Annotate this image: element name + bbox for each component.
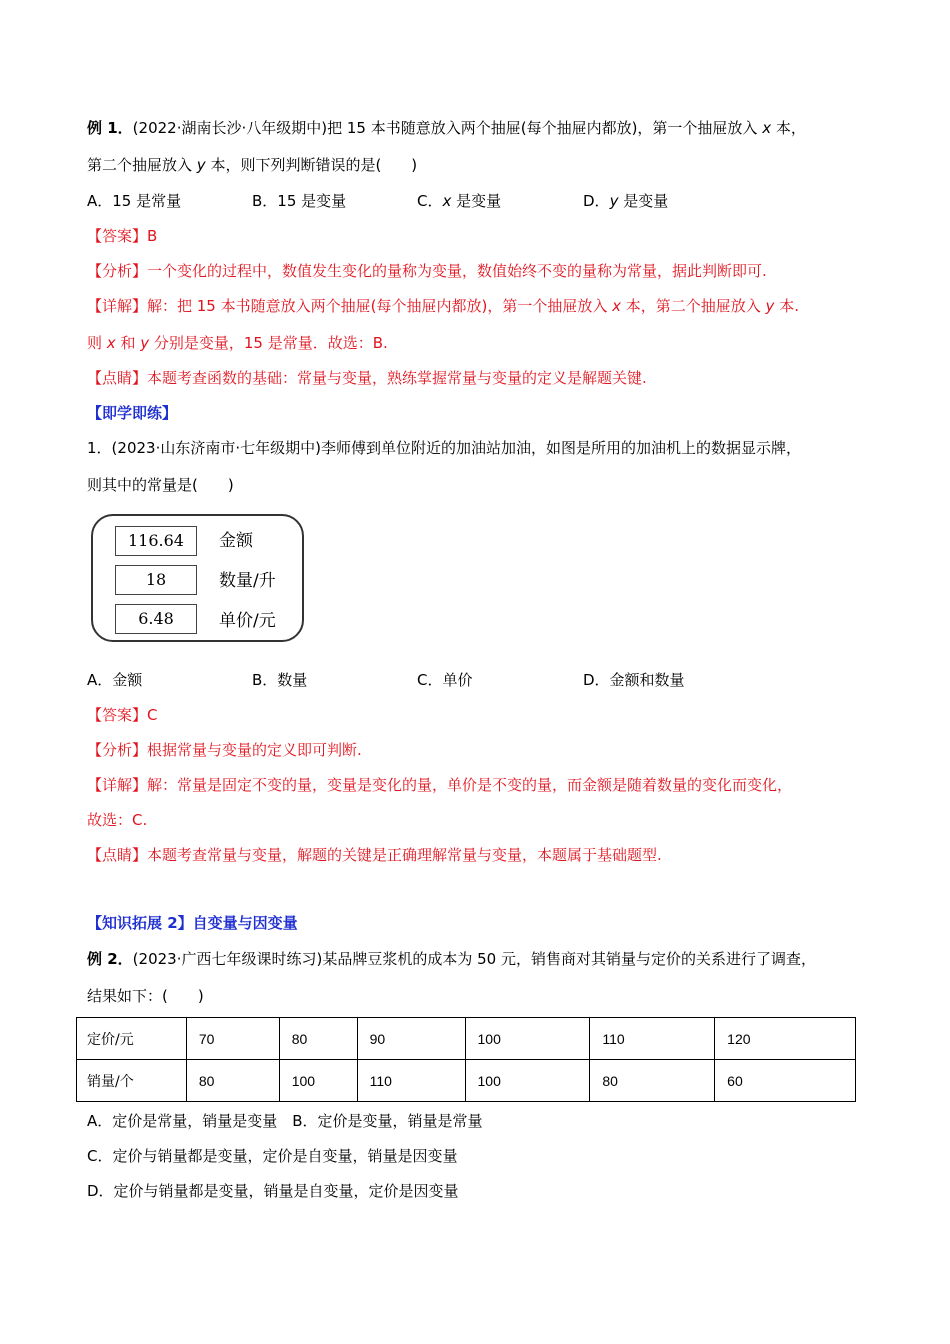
table-cell: 110 [357,1060,465,1102]
table-cell: 100 [465,1018,590,1060]
detail-text: 和 [115,334,141,352]
detail-text: 分别是变量，15 是常量．故选：B. [149,334,388,352]
example2-option-d: D．定价与销量都是变量，销量是自变量，定价是因变量 [87,1182,459,1200]
amount-value: 116.64 [115,526,197,556]
price-value: 6.48 [115,604,197,634]
example1-stem-text: 第二个抽屉放入 [87,156,197,174]
practice1-comment: 【点睛】本题考查常量与变量，解题的关键是正确理解常量与变量，本题属于基础题型. [87,846,662,864]
example2-option-c: C．定价与销量都是变量，定价是自变量，销量是因变量 [87,1147,458,1165]
example1-option-a: A．15 是常量 [87,192,182,210]
detail-text: 则 [87,334,107,352]
example2-stem-line2: 结果如下：( ) [87,987,204,1005]
table-cell: 110 [590,1018,715,1060]
practice1-answer: 【答案】C [87,706,158,724]
practice1-stem-line2: 则其中的常量是( ) [87,476,234,494]
example1-option-c [417,191,501,211]
practice1-option-c: C．单价 [417,671,473,689]
table-cell: 80 [590,1060,715,1102]
example2-option-ab: A．定价是常量，销量是变量 B．定价是变量，销量是常量 [87,1112,483,1130]
option-prefix: C． [417,192,443,210]
detail-text: 本，第二个抽屉放入 [621,297,766,315]
amount-label: 金额 [219,531,253,551]
practice1-option-a: A．金额 [87,671,143,689]
variable-y: y [196,156,206,174]
example1-stem-text: 本， [771,119,806,137]
variable-x: x [612,297,621,315]
price-label: 单价/元 [219,611,276,631]
example1-detail-line2 [87,333,388,353]
practice1-option-d: D．金额和数量 [583,671,685,689]
example2-stem-line1 [87,949,816,969]
example1-option-d [583,191,668,211]
variable-y: y [140,334,150,352]
variable-x: x [442,192,452,210]
table-cell: 100 [279,1060,357,1102]
example1-label: 例 1． [87,119,133,137]
example1-stem-text: 本，则下列判断错误的是( ) [205,156,418,174]
example1-option-b: B．15 是变量 [252,192,347,210]
table-cell: 100 [465,1060,590,1102]
table-cell: 80 [186,1060,279,1102]
example1-source: (2022·湖南长沙·八年级期中) [132,119,328,137]
option-text: 是变量 [618,192,669,210]
example2-label: 例 2． [87,950,133,968]
example1-stem-line1 [87,118,806,138]
variable-x: x [762,119,772,137]
practice1-option-b: B．数量 [252,671,308,689]
fuel-pump-display [91,514,304,642]
price-sales-table [76,1017,856,1102]
option-text: 是变量 [451,192,502,210]
extension-heading: 【知识拓展 2】自变量与因变量 [87,914,298,932]
practice1-detail-line2: 故选：C. [87,811,148,829]
table-cell: 80 [279,1018,357,1060]
table-cell: 定价/元 [77,1018,187,1060]
table-cell: 70 [186,1018,279,1060]
table-cell: 90 [357,1018,465,1060]
example1-answer: 【答案】B [87,227,158,245]
table-cell: 60 [715,1060,856,1102]
detail-text: 本. [774,297,799,315]
detail-text: 【详解】解：把 15 本书随意放入两个抽屉(每个抽屉内都放)，第一个抽屉放入 [87,297,613,315]
practice1-stem-line1: 1．(2023·山东济南市·七年级期中)李师傅到单位附近的加油站加油，如图是所用的加油机上的数据显示牌， [87,439,801,457]
example1-analysis: 【分析】一个变化的过程中，数值发生变化的量称为变量，数值始终不变的量称为常量，据此判断即可. [87,262,767,280]
quantity-value: 18 [115,565,197,595]
table-cell: 120 [715,1018,856,1060]
variable-y: y [609,192,619,210]
practice-heading: 【即学即练】 [87,404,178,422]
practice1-detail-line1: 【详解】解：常量是固定不变的量，变量是变化的量，单价是不变的量，而金额是随着数量的变化而变化， [87,776,793,794]
table-cell: 销量/个 [77,1060,187,1102]
example1-stem-line2 [87,155,417,175]
variable-x: x [106,334,116,352]
table-row [77,1018,856,1060]
example1-comment: 【点睛】本题考查函数的基础：常量与变量，熟练掌握常量与变量的定义是解题关键. [87,369,647,387]
example1-stem-text: 把 15 本书随意放入两个抽屉(每个抽屉内都放)，第一个抽屉放入 [327,119,763,137]
table-row [77,1060,856,1102]
practice1-analysis: 【分析】根据常量与变量的定义即可判断. [87,741,362,759]
option-prefix: D． [583,192,610,210]
variable-y: y [765,297,775,315]
quantity-label: 数量/升 [219,571,276,591]
example1-detail-line1 [87,296,799,316]
example2-stem-text: (2023·广西七年级课时练习)某品牌豆浆机的成本为 50 元，销售商对其销量与定价的关系进行了调查， [132,950,816,968]
